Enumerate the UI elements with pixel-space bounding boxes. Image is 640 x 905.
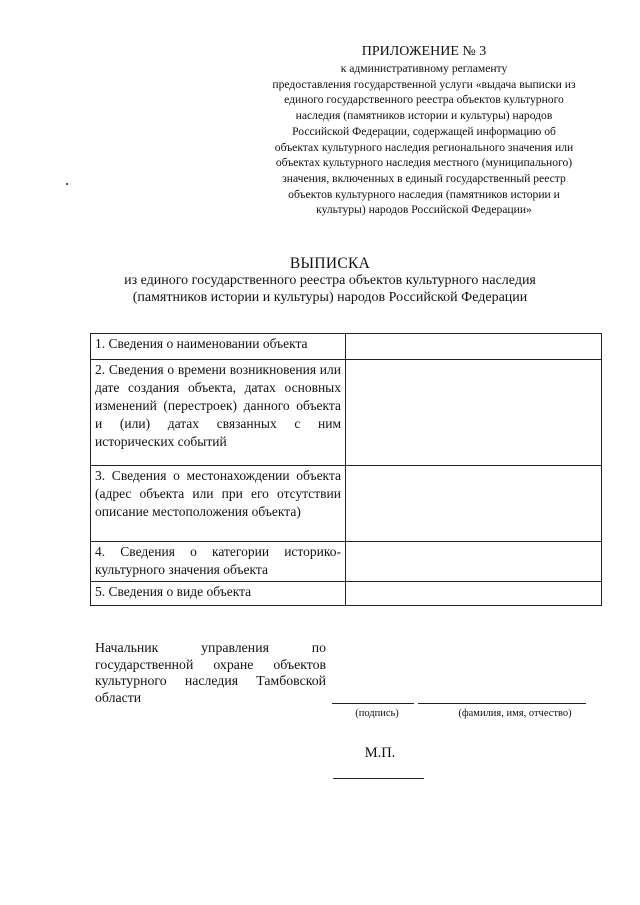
document-subtitle-line: (памятников истории и культуры) народов Российской Федерации: [132, 289, 528, 305]
table-row: [91, 334, 602, 360]
appendix-line: единого государственного реестра объектов культурного: [284, 93, 564, 107]
row-value-field[interactable]: [346, 466, 602, 542]
table-row: [91, 360, 602, 466]
full-name-line[interactable]: [418, 703, 586, 704]
table-row: [91, 466, 602, 542]
appendix-line: Российской Федерации, содержащей информацию об: [292, 124, 556, 138]
document-heading: [60, 255, 600, 306]
signer-line: государственной охране объектов: [95, 656, 326, 672]
extract-table: [90, 333, 602, 606]
appendix-line: значения, включенных в единый государственный реестр: [282, 171, 566, 185]
appendix-line: культуры) народов Российской Федерации»: [316, 203, 532, 217]
appendix-line: объектов культурного наследия (памятников истории и: [288, 187, 560, 201]
document-subtitle-line: из единого государственного реестра объектов культурного наследия: [124, 273, 536, 288]
document-title: ВЫПИСКА: [289, 255, 371, 272]
row-value-field[interactable]: [346, 334, 602, 360]
appendix-line: к административному регламенту: [340, 62, 508, 75]
table-row: [91, 542, 602, 582]
scan-speck: [66, 183, 68, 185]
appendix-title: ПРИЛОЖЕНИЕ № 3: [361, 44, 487, 59]
appendix-line: наследия (памятников истории и культуры) народов: [295, 109, 553, 123]
signer-line: области: [95, 689, 142, 705]
row-value-field[interactable]: [346, 582, 602, 606]
seal-placeholder: М.П.: [364, 745, 396, 761]
seal-line: [333, 778, 424, 779]
appendix-header: [248, 44, 600, 218]
row-label: 4. Сведения о категории историко-культурного значения объекта: [91, 542, 346, 582]
signature-caption: (подпись): [355, 708, 399, 719]
signer-line: Начальник управления по: [95, 640, 326, 655]
row-label: 2. Сведения о времени возникновения или дате создания объекта, датах основных изменений (перестроек) данного объекта и (или) датах связанных с ним исторических событий: [91, 360, 346, 466]
signer-line: культурного наследия Тамбовской: [95, 673, 326, 688]
table-row: [91, 582, 602, 606]
appendix-line: объектах культурного наследия регионального значения или: [274, 140, 574, 154]
signer-position: [95, 640, 326, 706]
row-label: 1. Сведения о наименовании объекта: [91, 334, 346, 360]
row-label: 5. Сведения о виде объекта: [91, 582, 346, 606]
row-value-field[interactable]: [346, 542, 602, 582]
signature-line[interactable]: [332, 703, 414, 704]
appendix-line: предоставления государственной услуги «выдача выписки из: [272, 77, 576, 91]
row-value-field[interactable]: [346, 360, 602, 466]
row-label: 3. Сведения о местонахождении объекта (адрес объекта или при его отсутствии описание местоположения объекта): [91, 466, 346, 542]
appendix-line: объектах культурного наследия местного (муниципального): [275, 156, 573, 170]
full-name-caption: (фамилия, имя, отчество): [458, 708, 572, 719]
